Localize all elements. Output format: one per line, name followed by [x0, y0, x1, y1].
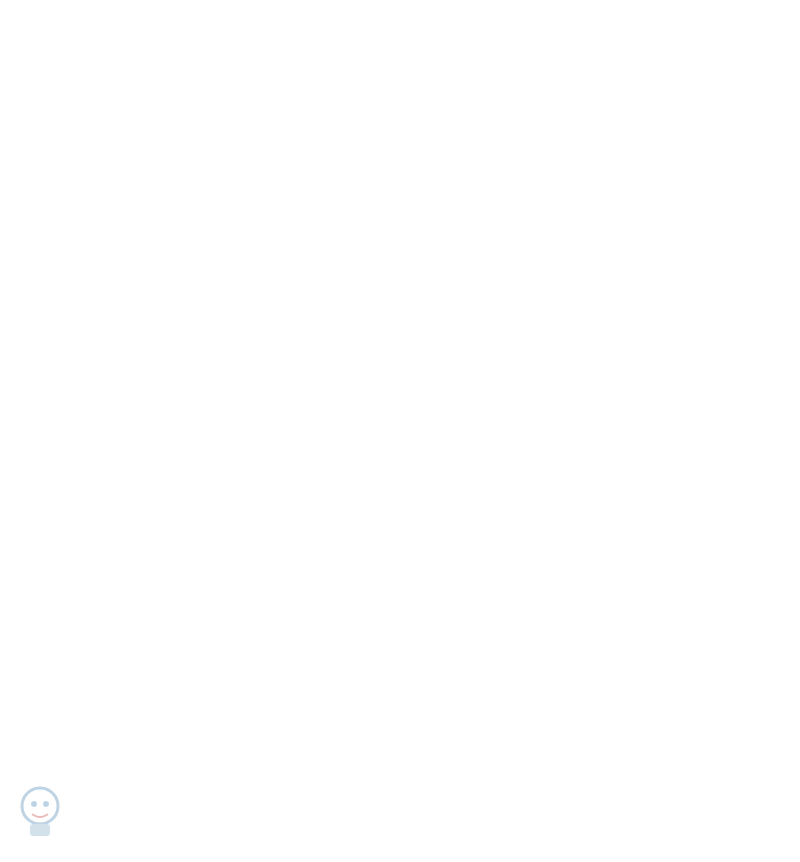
- watermark-robot-icon: [10, 780, 70, 840]
